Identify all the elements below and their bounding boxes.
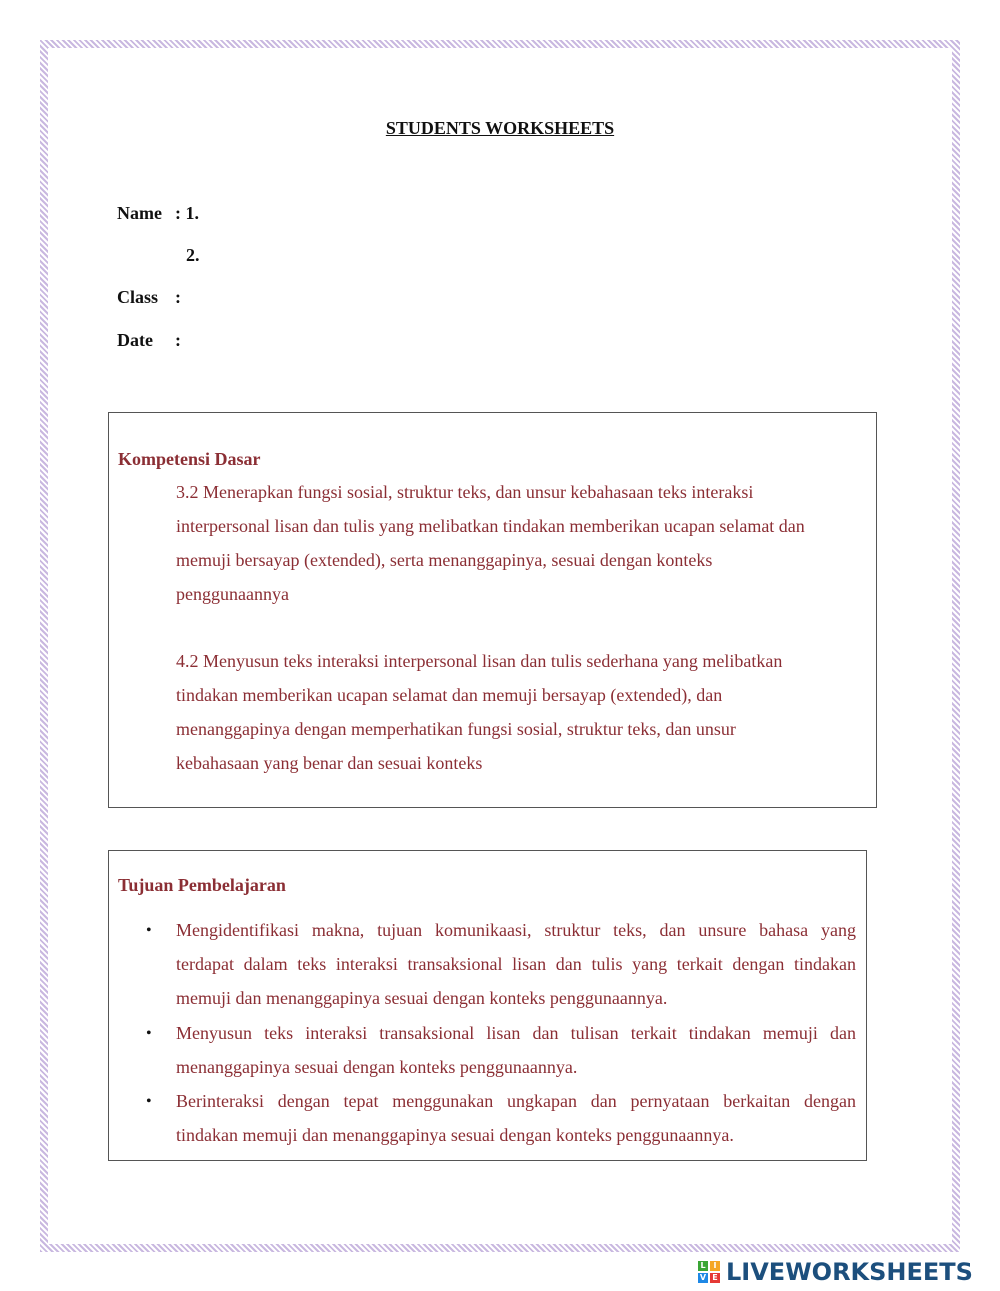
bullet-icon: •: [146, 922, 152, 939]
name-label: Name: [117, 203, 162, 223]
tujuan-item-1-line: memuji dan menanggapinya sesuai dengan konteks penggunaannya.: [176, 988, 668, 1008]
tujuan-pembelajaran-heading: Tujuan Pembelajaran: [118, 875, 286, 895]
logo-letter: E: [710, 1273, 720, 1283]
class-label: Class: [117, 287, 159, 307]
name-entry-1: : 1.: [175, 203, 199, 223]
date-label: Date: [117, 330, 153, 350]
bullet-icon: •: [146, 1025, 152, 1042]
bullet-icon: •: [146, 1093, 152, 1110]
tujuan-item-1-line: Mengidentifikasi makna, tujuan komunikaasi, struktur teks, dan unsure bahasa yang: [176, 920, 856, 940]
liveworksheets-logo[interactable]: [698, 1258, 973, 1286]
kd2-line: tindakan memberikan ucapan selamat dan memuji bersayap (extended), dan: [176, 685, 723, 705]
tujuan-item-1-line: terdapat dalam teks interaksi transaksional lisan dan tulis yang terkait dengan tindakan: [176, 954, 856, 974]
kompetensi-dasar-box: [108, 412, 877, 808]
kd2-line: menanggapinya dengan memperhatikan fungsi sosial, struktur teks, dan unsur: [176, 719, 736, 739]
tujuan-item-2-line: Menyusun teks interaksi transaksional lisan dan tulisan terkait tindakan memuji dan: [176, 1023, 856, 1043]
kd1-line: penggunaannya: [176, 584, 289, 604]
kd2-line: kebahasaan yang benar dan sesuai konteks: [176, 753, 483, 773]
kd1-line: interpersonal lisan dan tulis yang melibatkan tindakan memberikan ucapan selamat dan: [176, 516, 805, 536]
worksheet-title: STUDENTS WORKSHEETS: [385, 118, 615, 138]
logo-letter: V: [699, 1273, 707, 1282]
tujuan-pembelajaran-box: [108, 850, 867, 1161]
logo-mark-icon: [698, 1261, 720, 1283]
tujuan-item-3-line: Berinteraksi dengan tepat menggunakan ungkapan dan pernyataan berkaitan dengan: [176, 1091, 856, 1111]
logo-text: LIVEWORKSHEETS: [726, 1258, 973, 1286]
name-entry-2: 2.: [186, 245, 200, 265]
kd1-line: memuji bersayap (extended), serta menanggapinya, sesuai dengan konteks: [176, 550, 713, 570]
kd2-line: 4.2 Menyusun teks interaksi interpersonal lisan dan tulis sederhana yang melibatkan: [176, 651, 783, 671]
kompetensi-dasar-heading: Kompetensi Dasar: [118, 449, 261, 469]
tujuan-item-2-line: menanggapinya sesuai dengan konteks penggunaannya.: [176, 1057, 578, 1077]
date-colon: :: [175, 330, 181, 350]
kd1-line: 3.2 Menerapkan fungsi sosial, struktur teks, dan unsur kebahasaan teks interaksi: [176, 482, 754, 502]
logo-letter: L: [698, 1261, 708, 1271]
logo-letter: I: [710, 1261, 720, 1271]
tujuan-item-3-line: tindakan memuji dan menanggapinya sesuai dengan konteks penggunaannya.: [176, 1125, 734, 1145]
class-colon: :: [175, 287, 181, 307]
